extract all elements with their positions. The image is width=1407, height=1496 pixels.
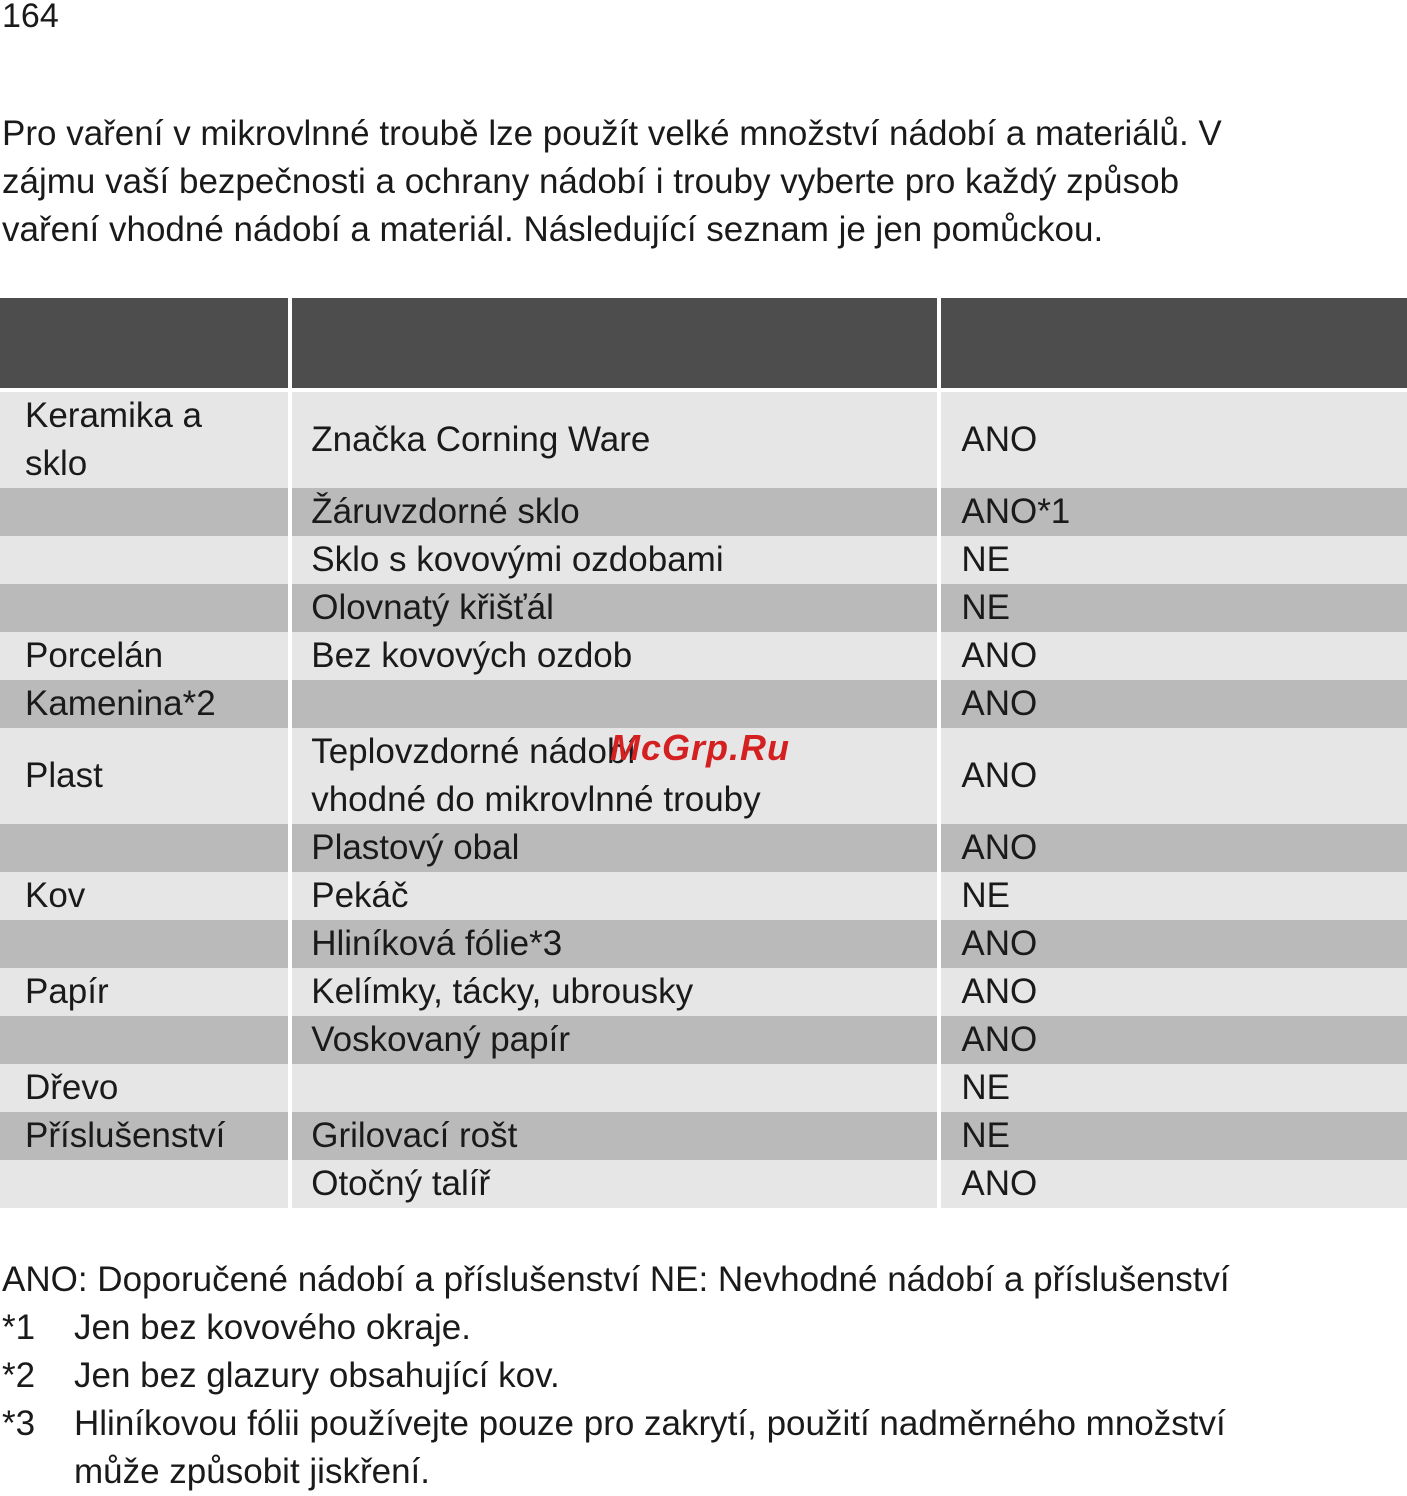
header-cell-suitable bbox=[941, 298, 1407, 388]
table-body bbox=[0, 392, 1407, 1208]
footnote-line: Jen bez glazury obsahující kov. bbox=[74, 1356, 560, 1395]
cell-item bbox=[292, 1160, 937, 1208]
cell-item-text: Otočný talíř bbox=[311, 1164, 491, 1203]
cell-suitable bbox=[941, 680, 1407, 728]
cell-item bbox=[292, 392, 937, 488]
legend: ANO: Doporučené nádobí a příslušenství NE: Nevhodné nádobí a příslušenství bbox=[2, 1260, 1230, 1299]
table-row bbox=[0, 488, 1407, 536]
cell-suitable-text: ANO bbox=[961, 1020, 1038, 1059]
cell-suitable bbox=[941, 824, 1407, 872]
cell-material-text: Papír bbox=[25, 972, 109, 1011]
cell-item bbox=[292, 584, 937, 632]
cell-suitable-text: NE bbox=[961, 1068, 1010, 1107]
cell-material bbox=[0, 632, 288, 680]
cell-item-text: Pekáč bbox=[311, 876, 409, 915]
cell-item-text: Grilovací rošt bbox=[311, 1116, 518, 1155]
cell-item bbox=[292, 920, 937, 968]
cell-material-text: Kamenina*2 bbox=[25, 684, 216, 723]
cell-suitable bbox=[941, 392, 1407, 488]
cell-material bbox=[0, 392, 288, 488]
footnote-text bbox=[74, 1352, 560, 1400]
cell-material bbox=[0, 536, 288, 584]
cell-suitable-text: ANO*1 bbox=[961, 492, 1071, 531]
cell-material bbox=[0, 728, 288, 824]
cell-suitable bbox=[941, 536, 1407, 584]
watermark: McGrp.Ru bbox=[610, 727, 791, 768]
cell-item-text: vhodné do mikrovlnné trouby bbox=[311, 780, 761, 819]
footnote bbox=[2, 1352, 1402, 1400]
cell-material bbox=[0, 968, 288, 1016]
cell-item-text: Značka Corning Ware bbox=[311, 420, 651, 459]
footnote bbox=[2, 1304, 1402, 1352]
cell-item bbox=[292, 680, 937, 728]
cell-material-text: Příslušenství bbox=[25, 1116, 226, 1155]
cell-item-text: Sklo s kovovými ozdobami bbox=[311, 540, 724, 579]
cell-item-text: Voskovaný papír bbox=[311, 1020, 570, 1059]
cell-item-text: Teplovzdorné nádobí bbox=[311, 732, 637, 771]
cell-material-text: Dřevo bbox=[25, 1068, 119, 1107]
cell-suitable-text: ANO bbox=[961, 924, 1038, 963]
cell-suitable-text: NE bbox=[961, 540, 1010, 579]
cell-suitable bbox=[941, 1064, 1407, 1112]
cell-material-text: sklo bbox=[25, 444, 88, 483]
cell-item bbox=[292, 488, 937, 536]
table-row bbox=[0, 1160, 1407, 1208]
cell-material bbox=[0, 680, 288, 728]
table-row bbox=[0, 920, 1407, 968]
cell-material-text: Plast bbox=[25, 756, 103, 795]
cell-suitable-text: ANO bbox=[961, 420, 1038, 459]
table-row bbox=[0, 680, 1407, 728]
cell-suitable bbox=[941, 1160, 1407, 1208]
cell-suitable bbox=[941, 920, 1407, 968]
cell-suitable-text: ANO bbox=[961, 828, 1038, 867]
table-row bbox=[0, 632, 1407, 680]
table-row bbox=[0, 1064, 1407, 1112]
footnote-mark: *1 bbox=[2, 1308, 36, 1347]
cell-suitable-text: ANO bbox=[961, 636, 1038, 675]
cell-item-text: Bez kovových ozdob bbox=[311, 636, 633, 675]
cell-material bbox=[0, 488, 288, 536]
cell-suitable-text: ANO bbox=[961, 756, 1038, 795]
footnote-line: Jen bez kovového okraje. bbox=[74, 1308, 471, 1347]
cell-item bbox=[292, 968, 937, 1016]
cell-item-text: Plastový obal bbox=[311, 828, 520, 867]
cell-item-text: Hliníková fólie*3 bbox=[311, 924, 563, 963]
table-row bbox=[0, 1112, 1407, 1160]
cell-suitable-text: ANO bbox=[961, 972, 1038, 1011]
cell-suitable-text: ANO bbox=[961, 1164, 1038, 1203]
cell-material bbox=[0, 1064, 288, 1112]
cell-suitable-text: ANO bbox=[961, 684, 1038, 723]
cell-material-text: Porcelán bbox=[25, 636, 164, 675]
footnote bbox=[2, 1400, 1402, 1496]
table-row bbox=[0, 968, 1407, 1016]
cell-suitable-text: NE bbox=[961, 876, 1010, 915]
cell-material bbox=[0, 920, 288, 968]
footnote-line: Hliníkovou fólii používejte pouze pro zakrytí, použití nadměrného množství bbox=[74, 1404, 1226, 1443]
cell-suitable bbox=[941, 728, 1407, 824]
intro-paragraph bbox=[2, 110, 1402, 254]
cell-item bbox=[292, 1112, 937, 1160]
table-header bbox=[0, 298, 1407, 388]
cell-suitable bbox=[941, 1112, 1407, 1160]
footnote-line: může způsobit jiskření. bbox=[74, 1452, 430, 1491]
table-row bbox=[0, 392, 1407, 488]
cell-item-text: Kelímky, tácky, ubrousky bbox=[311, 972, 694, 1011]
cell-material bbox=[0, 1160, 288, 1208]
cell-suitable bbox=[941, 632, 1407, 680]
footnote-text bbox=[74, 1304, 471, 1352]
table-row bbox=[0, 824, 1407, 872]
cell-item bbox=[292, 824, 937, 872]
cell-suitable-text: NE bbox=[961, 1116, 1010, 1155]
cell-item bbox=[292, 632, 937, 680]
footnote-mark: *3 bbox=[2, 1404, 36, 1443]
intro-line: zájmu vaší bezpečnosti a ochrany nádobí i trouby vyberte pro každý způsob bbox=[2, 162, 1180, 201]
cell-material bbox=[0, 1112, 288, 1160]
table-row bbox=[0, 872, 1407, 920]
header-cell-item bbox=[292, 298, 937, 388]
table-row bbox=[0, 1016, 1407, 1064]
intro-line: vaření vhodné nádobí a materiál. Následující seznam je jen pomůckou. bbox=[2, 210, 1104, 249]
cell-suitable bbox=[941, 872, 1407, 920]
intro-line: Pro vaření v mikrovlnné troubě lze použít velké množství nádobí a materiálů. V bbox=[2, 114, 1222, 153]
cell-material bbox=[0, 1016, 288, 1064]
cell-material bbox=[0, 872, 288, 920]
cell-material bbox=[0, 584, 288, 632]
cell-material bbox=[0, 824, 288, 872]
cell-material-text: Kov bbox=[25, 876, 86, 915]
cell-item-text: Žáruvzdorné sklo bbox=[311, 492, 580, 531]
footnote-mark: *2 bbox=[2, 1356, 36, 1395]
table-row bbox=[0, 536, 1407, 584]
table-row bbox=[0, 584, 1407, 632]
cell-item bbox=[292, 1016, 937, 1064]
header-cell-material bbox=[0, 298, 288, 388]
cell-item bbox=[292, 1064, 937, 1112]
page-number: 164 bbox=[2, 0, 59, 35]
cell-suitable bbox=[941, 584, 1407, 632]
cell-suitable bbox=[941, 1016, 1407, 1064]
cell-material-text: Keramika a bbox=[25, 396, 203, 435]
footnote-text bbox=[74, 1400, 1226, 1496]
cell-suitable bbox=[941, 968, 1407, 1016]
cell-suitable bbox=[941, 488, 1407, 536]
cell-suitable-text: NE bbox=[961, 588, 1010, 627]
cell-item bbox=[292, 536, 937, 584]
cell-item bbox=[292, 872, 937, 920]
cell-item-text: Olovnatý křišťál bbox=[311, 588, 554, 627]
